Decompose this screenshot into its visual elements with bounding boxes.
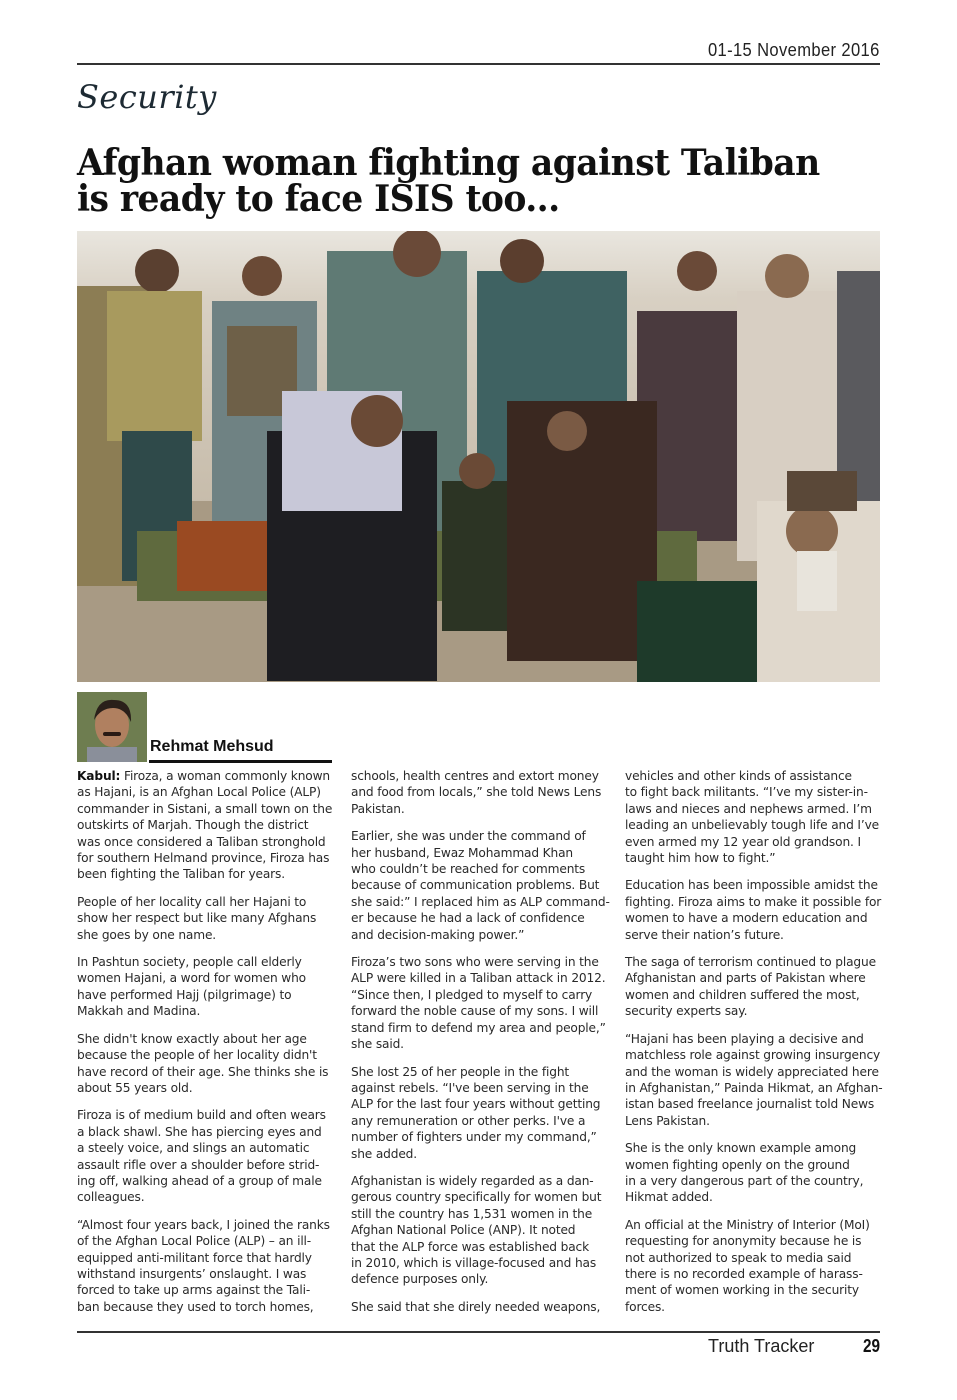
header-rule: [77, 63, 880, 65]
text-line: vehicles and other kinds of assistance: [625, 769, 852, 783]
text-line: er because he had a lack of confidence: [351, 911, 585, 926]
section-title: Security: [77, 78, 217, 116]
article-paragraph: [625, 877, 887, 943]
text-line: taught him how to fight.”: [625, 851, 776, 866]
text-line: Education has been impossible amidst the: [625, 878, 878, 893]
text-line: in 2010, which is village-focused and has: [351, 1255, 597, 1270]
text-line: defence purposes only.: [351, 1272, 489, 1287]
article-paragraph: [351, 828, 613, 943]
text-line: not authorized to speak to media said: [625, 1250, 852, 1265]
issue-date: 01-15 November 2016: [708, 40, 880, 60]
text-line: women fighting openly on the ground: [625, 1157, 850, 1172]
text-line: forward the noble cause of my sons. I will: [351, 1004, 599, 1019]
text-line: In Pashtun society, people call elderly: [77, 955, 302, 970]
text-line: leading an unbelievably tough life and I’ve: [625, 818, 879, 833]
text-line: An official at the Ministry of Interior (MoI): [625, 1217, 870, 1232]
text-line: she added.: [351, 1146, 417, 1161]
article-paragraph: [625, 954, 887, 1020]
text-line: who couldn’t be reached for comments: [351, 862, 586, 877]
article-paragraph: [625, 1031, 887, 1129]
dateline: Kabul:: [77, 769, 121, 783]
text-line: Afghanistan and parts of Pakistan where: [625, 971, 866, 986]
text-line: She didn't know exactly about her age: [77, 1031, 307, 1046]
text-line: stand firm to defend my area and people,”: [351, 1020, 606, 1035]
text-line: Earlier, she was under the command of: [351, 829, 586, 844]
text-line: ing off, walking ahead of a group of male: [77, 1173, 322, 1188]
text-line: been fighting the Taliban for years.: [77, 867, 285, 882]
text-line: “Hajani has been playing a decisive and: [625, 1031, 864, 1046]
text-line: security experts say.: [625, 1004, 748, 1019]
article-paragraph: [77, 1107, 339, 1205]
text-line: commander in Sistani, a small town on the: [77, 801, 333, 816]
text-line: She lost 25 of her people in the fight: [351, 1064, 570, 1079]
headline: [77, 142, 826, 220]
text-line: forced to take up arms against the Tali-: [77, 1283, 311, 1298]
article-paragraph: [625, 1140, 887, 1206]
text-line: a black shawl. She has piercing eyes and: [77, 1124, 322, 1139]
text-line: schools, health centres and extort money: [351, 769, 599, 783]
text-line: still the country has 1,531 women in the: [351, 1206, 593, 1221]
text-line: and decision-making power.”: [351, 927, 525, 942]
text-line: [77, 768, 339, 784]
text-line: as Hajani, is an Afghan Local Police (ALP): [77, 785, 321, 800]
text-line: matchless role against growing insurgency: [625, 1048, 881, 1063]
text-line: Afghanistan is widely regarded as a dan-: [351, 1173, 594, 1188]
text-line: ban because they used to torch homes,: [77, 1299, 314, 1314]
text-line: Lens Pakistan.: [625, 1113, 710, 1128]
text-line: ALP were killed in a Taliban attack in 2012.: [351, 971, 606, 986]
text-line: her husband, Ewaz Mohammad Khan: [351, 845, 573, 860]
article-paragraph: [77, 1217, 339, 1315]
text-line: any remuneration or other perks. I've a: [351, 1113, 586, 1128]
text-line: have performed Hajj (pilgrimage) to: [77, 987, 292, 1002]
headline-line: is ready to face ISIS too...: [77, 178, 560, 220]
text-line: for southern Helmand province, Firoza has: [77, 851, 330, 866]
article-paragraph: [351, 1173, 613, 1288]
text-line: equipped anti-militant force that hardly: [77, 1250, 312, 1265]
article-column-1: [77, 768, 339, 1326]
text-line: gerous country specifically for women but: [351, 1190, 602, 1205]
text-line: and the woman is widely appreciated here: [625, 1064, 879, 1079]
article-paragraph: [351, 954, 613, 1052]
text-line: laws and nieces and nephews armed. I’m: [625, 801, 872, 816]
text-line: have record of their age. She thinks she is: [77, 1064, 329, 1079]
author-photo: [77, 692, 147, 762]
text-line: she said.: [351, 1037, 404, 1052]
article-paragraph: [351, 1299, 613, 1315]
article-paragraph: [77, 954, 339, 1020]
headline-line: Afghan woman fighting against Taliban: [77, 142, 820, 184]
text-line: She said that she direly needed weapons,: [351, 1299, 601, 1314]
article-paragraph: [625, 1217, 887, 1315]
publication-name: Truth Tracker: [708, 1336, 815, 1356]
text-line: because of communication problems. But: [351, 878, 600, 893]
text-line: in Afghanistan,” Painda Hikmat, an Afghan-: [625, 1080, 883, 1095]
text-line: women to have a modern education and: [625, 911, 868, 926]
text-line: against rebels. “I've been serving in the: [351, 1080, 589, 1095]
text-line: women and children suffered the most,: [625, 987, 860, 1002]
text-line: She is the only known example among: [625, 1141, 857, 1156]
text-line: People of her locality call her Hajani to: [77, 894, 307, 909]
text-line: withstand insurgents’ onslaught. I was: [77, 1266, 307, 1281]
text-line: was once considered a Taliban stronghold: [77, 834, 326, 849]
text-line: Firoza is of medium build and often wears: [77, 1108, 326, 1123]
text-line: Firoza’s two sons who were serving in the: [351, 955, 599, 970]
article-paragraph: [625, 768, 887, 866]
text-line: Pakistan.: [351, 801, 405, 816]
text-line: number of fighters under my command,”: [351, 1130, 597, 1145]
page-number: 29: [862, 1336, 880, 1356]
text-line: there is no recorded example of harass-: [625, 1266, 863, 1281]
text-line: fighting. Firoza aims to make it possible for: [625, 894, 882, 909]
text-line: a steely voice, and slings an automatic: [77, 1141, 310, 1156]
text-line: assault rifle over a shoulder before strid-: [77, 1157, 320, 1172]
article-column-3: [625, 768, 887, 1326]
article-paragraph: [77, 894, 339, 943]
text-line: requesting for anonymity because he is: [625, 1234, 862, 1249]
text-line: to fight back militants. “I’ve my sister-in-: [625, 785, 868, 800]
footer-rule: [77, 1331, 880, 1333]
article-paragraph: [77, 768, 339, 883]
text-line: forces.: [625, 1299, 665, 1314]
text-line: that the ALP force was established back: [351, 1239, 589, 1254]
author-name: Rehmat Mehsud: [150, 738, 274, 755]
article-photo: [77, 231, 880, 682]
text-line: women Hajani, a word for women who: [77, 971, 306, 986]
text-line: “Since then, I pledged to myself to carry: [351, 987, 593, 1002]
text-line: about 55 years old.: [77, 1080, 193, 1095]
text-line: istan based freelance journalist told News: [625, 1097, 875, 1112]
text-line: she said:” I replaced him as ALP command-: [351, 894, 610, 909]
text-line: ment of women working in the security: [625, 1283, 859, 1298]
text-line: and food from locals,” she told News Lens: [351, 785, 602, 800]
text-line: ALP for the last four years without getting: [351, 1097, 601, 1112]
article-paragraph: [77, 1031, 339, 1097]
text-line: she goes by one name.: [77, 927, 217, 942]
text-line: of the Afghan Local Police (ALP) – an ill-: [77, 1234, 312, 1249]
text-line-content: Firoza, a woman commonly known: [123, 769, 330, 783]
text-line: because the people of her locality didn't: [77, 1048, 317, 1063]
text-line: “Almost four years back, I joined the ranks: [77, 1217, 330, 1232]
text-line: in a very dangerous part of the country,: [625, 1173, 864, 1188]
text-line: serve their nation’s future.: [625, 927, 784, 942]
text-line: colleagues.: [77, 1190, 145, 1205]
article-paragraph: [351, 768, 613, 817]
text-line: even armed my 12 year old grandson. I: [625, 834, 861, 849]
article-column-2: [351, 768, 613, 1326]
text-line: show her respect but like many Afghans: [77, 911, 317, 926]
text-line: Afghan National Police (ANP). It noted: [351, 1223, 576, 1238]
text-line: outskirts of Marjah. Though the district: [77, 818, 309, 833]
article-paragraph: [351, 1064, 613, 1162]
text-line: Makkah and Madina.: [77, 1004, 201, 1019]
text-line: Hikmat added.: [625, 1190, 713, 1205]
text-line: The saga of terrorism continued to plague: [625, 955, 876, 970]
author-rule: [149, 760, 332, 763]
